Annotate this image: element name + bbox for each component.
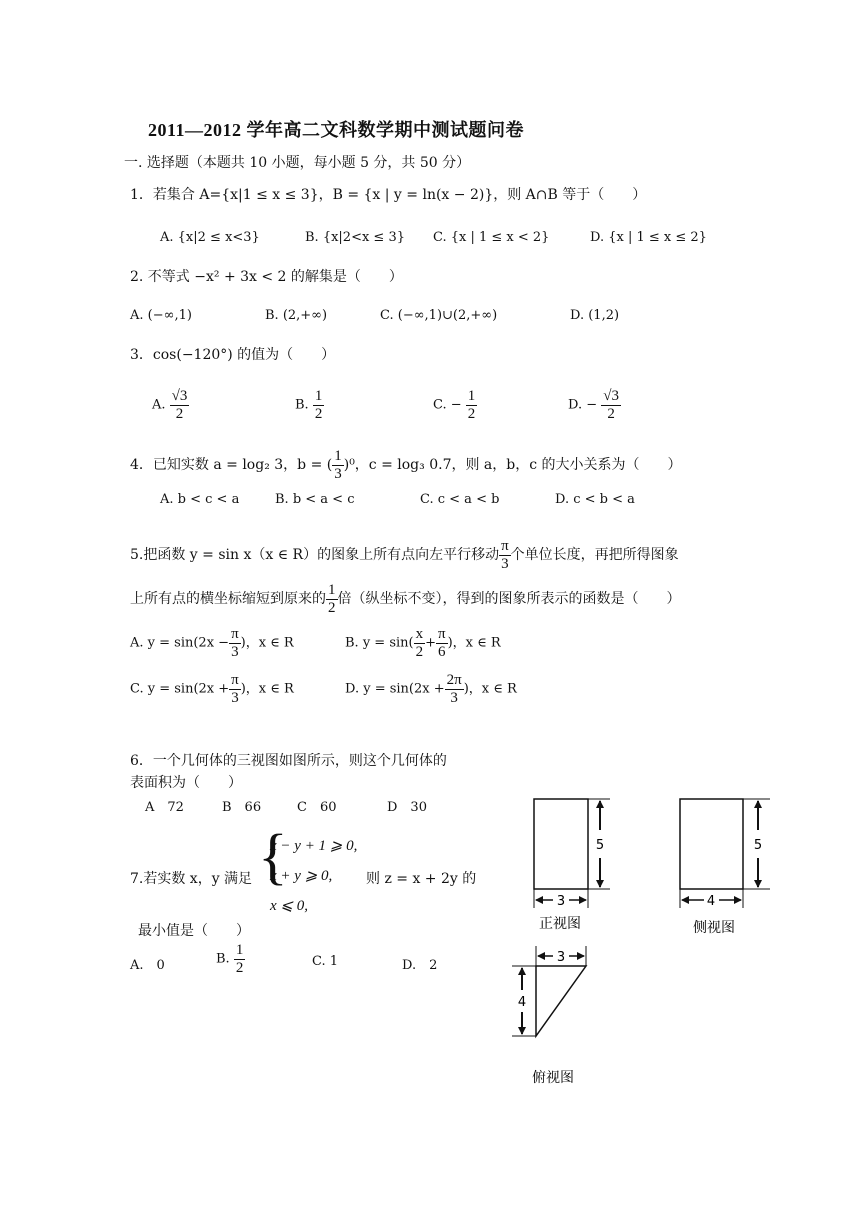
q7-condition-1: x − y + 1 ⩾ 0,	[270, 838, 358, 854]
q5-a-num: π	[231, 626, 239, 642]
section-heading: 一. 选择题（本题共 10 小题，每小题 5 分，共 50 分）	[124, 155, 471, 171]
q5-line2-part-a: 上所有点的横坐标缩短到原来的	[130, 591, 326, 607]
q2-option-c[interactable]: C. (−∞,1)∪(2,+∞)	[380, 308, 498, 323]
q4-stem-num: 1	[334, 448, 342, 464]
q7-tail: 则 z = x + 2y 的	[366, 871, 477, 887]
q5-b-num2: π	[438, 626, 446, 642]
q4-option-b[interactable]: B. b < a < c	[275, 492, 355, 507]
q7-condition-2: x + y ⩾ 0,	[270, 868, 333, 884]
q5-b-den2: 6	[438, 643, 446, 660]
q4-stem-den: 3	[334, 465, 342, 482]
q5-line2-den: 2	[328, 599, 336, 616]
q4-stem-part-b: )⁰，c = log₃ 0.7，则 a，b，c 的大小关系为（ ）	[343, 457, 682, 473]
q5-line1-part-b: 个单位长度，再把所得图象	[510, 547, 679, 563]
q4-option-d[interactable]: D. c < b < a	[555, 492, 635, 507]
q1-option-b[interactable]: B. {x|2<x ≤ 3}	[305, 230, 405, 245]
q1-option-c[interactable]: C. {x | 1 ≤ x < 2}	[433, 230, 550, 245]
q3-d-label: D. −	[568, 397, 598, 413]
q7-b-label: B.	[216, 951, 230, 967]
q3-b-num: 1	[314, 388, 323, 404]
q5-a-den: 3	[231, 643, 239, 660]
q7-condition-3: x ⩽ 0,	[270, 898, 308, 914]
q7-line2: 最小值是（ ）	[138, 923, 250, 939]
top-view-label: 俯视图	[532, 1070, 574, 1086]
q3-stem: 3．cos(−120°) 的值为（ ）	[130, 347, 336, 363]
q1-option-a[interactable]: A. {x|2 ≤ x<3}	[160, 230, 260, 245]
q2-stem: 2. 不等式 −x² + 3x < 2 的解集是（ ）	[130, 269, 403, 285]
side-view-label: 侧视图	[693, 920, 735, 936]
q5-c-post: )，x ∈ R	[240, 681, 294, 697]
q7-brace: {	[258, 823, 288, 891]
q5-line2-part-b: 倍（纵坐标不变），得到的图象所表示的函数是（ ）	[337, 591, 681, 607]
q5-d-post: )，x ∈ R	[463, 681, 517, 697]
front-view-rect	[534, 799, 588, 889]
q5-c-pre: C. y = sin(2x +	[130, 681, 230, 697]
q5-b-mid: +	[425, 635, 436, 651]
q1-stem: 1．若集合 A={x|1 ≤ x ≤ 3}，B = {x | y = ln(x − 2)}，则 A∩B 等于（ ）	[130, 187, 647, 203]
q1-option-d[interactable]: D. {x | 1 ≤ x ≤ 2}	[590, 230, 707, 245]
q2-option-b[interactable]: B. (2,+∞)	[265, 308, 328, 323]
q7-b-den: 2	[235, 959, 244, 976]
q7-b-num: 1	[235, 942, 244, 958]
top-view	[512, 946, 586, 1086]
front-view-label: 正视图	[539, 916, 581, 932]
front-view-height-label: 5	[595, 838, 605, 853]
q2-option-a[interactable]: A. (−∞,1)	[130, 308, 192, 323]
q5-b-den1: 2	[415, 643, 424, 660]
side-view	[680, 799, 770, 936]
top-view-height-label: 4	[517, 995, 527, 1010]
q3-a-den: 2	[175, 405, 184, 422]
q4-option-a[interactable]: A. b < c < a	[160, 492, 240, 507]
front-view-width-label: 3	[556, 894, 566, 909]
side-view-height-label: 5	[753, 838, 763, 853]
q5-d-num: 2π	[446, 672, 462, 688]
front-view	[534, 799, 610, 932]
q3-d-den: 2	[607, 405, 615, 422]
q7-option-d[interactable]: D. 2	[402, 958, 438, 973]
q3-d-num: √3	[603, 388, 619, 404]
q5-c-num: π	[231, 672, 239, 688]
q7-option-c[interactable]: C. 1	[312, 954, 339, 969]
q5-d-den: 3	[450, 689, 458, 706]
q6-option-c[interactable]: C 60	[297, 800, 337, 815]
q5-a-pre: A. y = sin(2x −	[130, 635, 230, 651]
q7-lead: 7.若实数 x，y 满足	[130, 871, 253, 887]
q6-line2: 表面积为（ ）	[130, 775, 242, 791]
q4-stem-part-a: 4．已知实数 a = log₂ 3，b = (	[130, 457, 333, 473]
q5-c-den: 3	[231, 689, 239, 706]
q6-option-a[interactable]: A 72	[145, 800, 184, 815]
side-view-rect	[680, 799, 743, 889]
q5-b-post: )，x ∈ R	[447, 635, 501, 651]
q5-line1-part-a: 5.把函数 y = sin x（x ∈ R）的图象上所有点向左平行移动	[130, 547, 500, 563]
side-view-width-label: 4	[706, 894, 716, 909]
q3-b-label: B.	[295, 397, 309, 413]
q3-a-label: A.	[152, 397, 166, 413]
page-title: 2011—2012 学年高二文科数学期中测试题问卷	[148, 120, 525, 140]
top-view-width-label: 3	[556, 950, 566, 965]
q3-a-num: √3	[171, 388, 188, 404]
q5-line2-num: 1	[328, 582, 336, 598]
q6-option-b[interactable]: B 66	[222, 800, 262, 815]
q5-line1-den: 3	[501, 555, 509, 572]
q3-c-label: C. −	[433, 397, 462, 413]
q5-b-num1: x	[415, 626, 424, 642]
q3-c-num: 1	[467, 388, 476, 404]
q3-c-den: 2	[467, 405, 476, 422]
q5-a-post: )，x ∈ R	[240, 635, 294, 651]
top-view-triangle	[536, 966, 586, 1036]
q2-option-d[interactable]: D. (1,2)	[570, 308, 620, 323]
q3-b-den: 2	[314, 405, 323, 422]
q6-line1: 6．一个几何体的三视图如图所示，则这个几何体的	[130, 753, 447, 769]
q7-option-a[interactable]: A. 0	[130, 958, 165, 973]
q5-b-pre: B. y = sin(	[345, 635, 414, 651]
q6-option-d[interactable]: D 30	[387, 800, 427, 815]
q5-d-pre: D. y = sin(2x +	[345, 681, 445, 697]
q4-option-c[interactable]: C. c < a < b	[420, 492, 500, 507]
q5-line1-num: π	[501, 538, 509, 554]
